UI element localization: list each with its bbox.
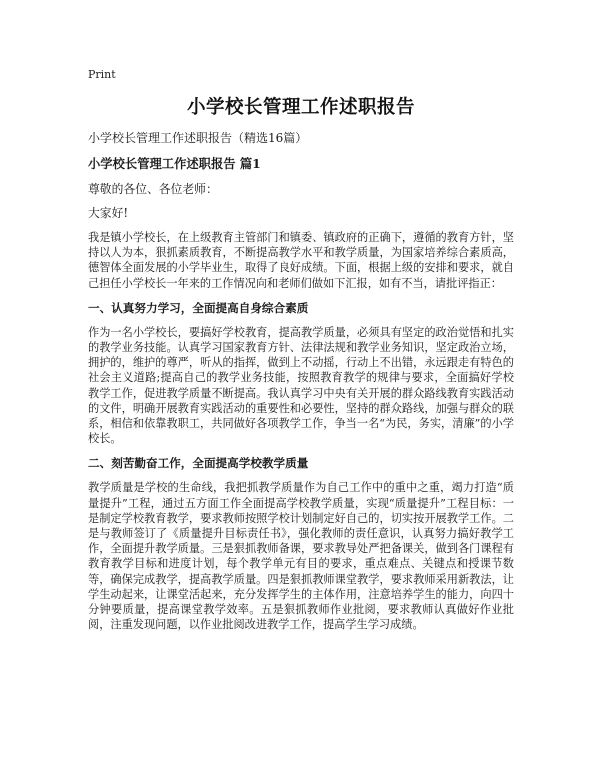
intro-paragraph: 我是镇小学校长，在上级教育主管部门和镇委、镇政府的正确下，遵循的教育方针，坚持以人为本，狠抓素质教育，不断提高教学水平和教学质量，为国家培养综合素质高，德智体全面发展的小学毕业生，取得了良好成绩。下面，根据上级的安排和要求，就自己担任小学校长一年来的工作情况向和老师们做如下汇报，如有不当，请批评指正： (88, 231, 514, 290)
section-heading: 小学校长管理工作述职报告 篇1 (88, 156, 261, 171)
print-label: Print (88, 68, 116, 81)
heading-study: 一、认真努力学习，全面提高自身综合素质 (88, 300, 309, 315)
heading-quality: 二、刻苦勤奋工作，全面提高学校教学质量 (88, 456, 309, 471)
hello: 大家好! (88, 206, 129, 220)
paragraph-quality: 教学质量是学校的生命线，我把抓教学质量作为自己工作中的重中之重，竭力打造“质量提升”工程，通过五方面工作全面提高学校教学质量，实现“质量提升”工程目标：一是制定学校教育教学，要求教师按照学校计划制定好自己的，切实按开展教学工作。二是与教师签订了《质量提升目标责任书》，强化教师的责任意识，认真努力搞好教学工作，全面提升教学质量。三是狠抓教师备课，要求教导处严把备课关，做到各门课程有教育教学目标和进度计划，每个教学单元有目的要求，重点难点、关键点和授课节数等，确保完成教学，提高教学质量。四是狠抓教师课堂教学，要求教师采用新教法，让学生动起来，让课堂活起来，充分发挥学生的主体作用，注意培养学生的能力，向四十分钟要质量，提高课堂教学效率。五是狠抓教师作业批阅，要求教师认真做好作业批阅，注重发现问题，以作业批阅改进教学工作，提高学生学习成绩。 (88, 481, 514, 632)
paragraph-study: 作为一名小学校长，要搞好学校教育，提高教学质量，必须具有坚定的政治觉悟和扎实的教学业务技能。认真学习国家教育方针、法律法规和教学业务知识，坚定政治立场，拥护的，维护的尊严，听从的指挥，做到上不动摇，行动上不出错，永远跟走有特色的社会主义道路;提高自己的教学业务技能，按照教育教学的规律与要求，全面搞好学校教学工作，促进教学质量不断提高。我认真学习中央有关开展的群众路线教育实践活动的文件，明确开展教育实践活动的重要性和必要性，坚持的群众路线，加强与群众的联系，相信和依靠教职工，共同做好各项教学工作，争当一名“为民，务实，清廉”的小学校长。 (88, 325, 514, 446)
document-title: 小学校长管理工作述职报告 (186, 97, 415, 118)
greeting: 尊敬的各位、各位老师： (88, 182, 218, 196)
document-subtitle: 小学校长管理工作述职报告（精选16篇） (88, 131, 308, 145)
